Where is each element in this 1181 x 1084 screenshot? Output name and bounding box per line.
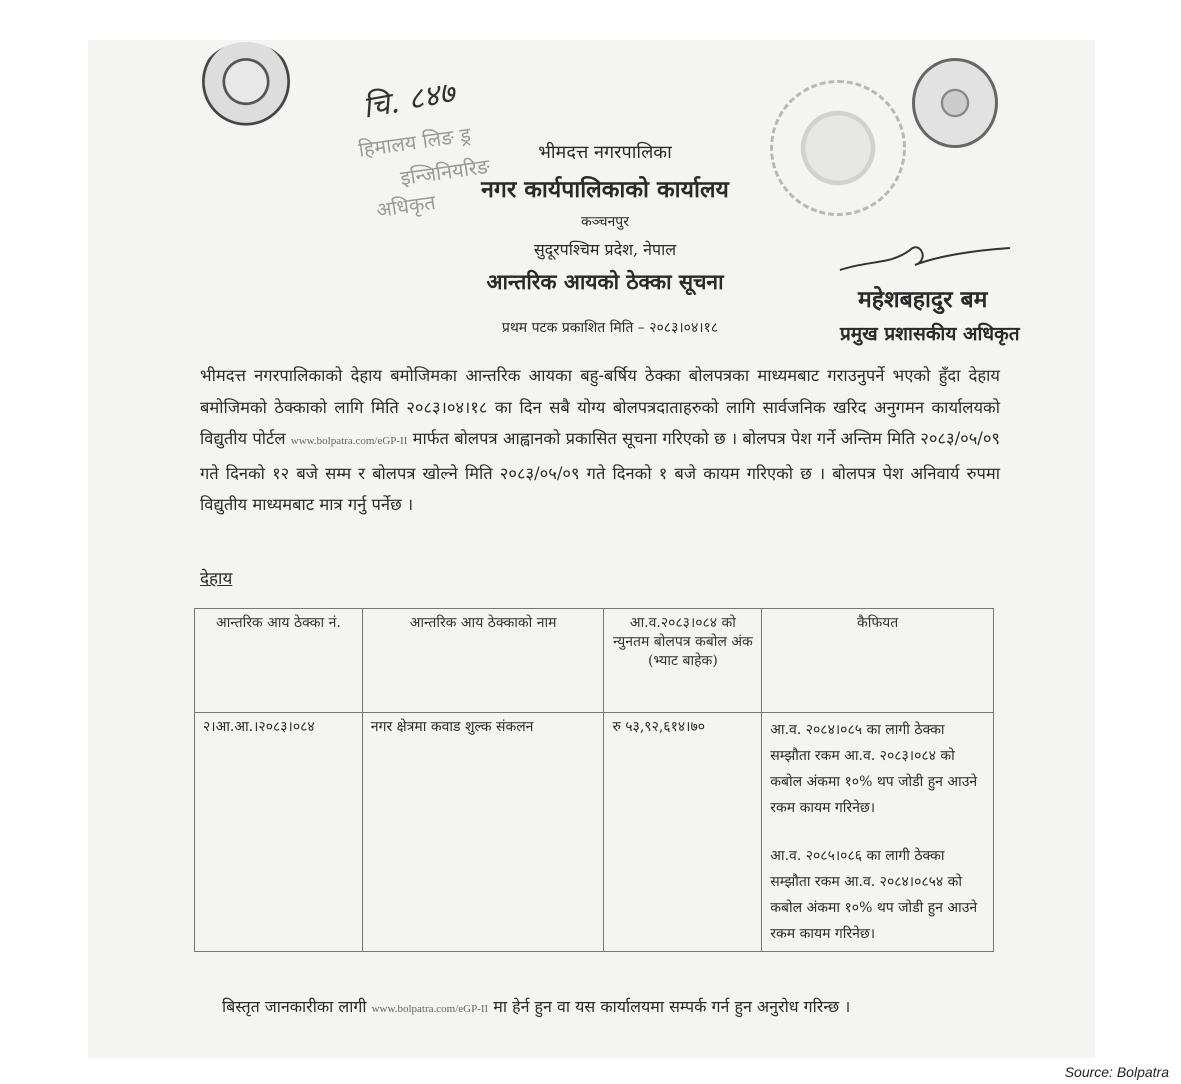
contract-number: २।आ.आ.।२०८३।०८४ <box>195 713 363 952</box>
footer-url: www.bolpatra.com/eGP-II <box>371 1003 489 1015</box>
footer-note <box>222 995 850 1017</box>
office-seal-stamp <box>770 80 906 216</box>
notice-body <box>200 360 1000 521</box>
body-text-part-a: भीमदत्त नगरपालिकाको देहाय बमोजिमका आन्तरिक आयका बहु-बर्षिय ठेक्का बोलपत्रका माध्यमबाट गराउनुपर्ने भएको हुँदा देहाय बमोजिमको ठेक्काको लागि मिति २०८३।०४।१८ का दिन सबै योग्य बोलपत्रदाताहरुको लागि सार्वजनिक खरिद अनुगमन कार्यालयको विद्युतीय पोर्टल <box>200 366 1000 448</box>
contract-remarks <box>762 713 994 952</box>
table-header-cell: कैफियत <box>762 609 994 713</box>
source-credit: Source: Bolpatra <box>1064 1064 1169 1080</box>
body-text-part-b: मार्फत बोलपत्र आह्वानको प्रकासित सूचना गरिएको छ । बोलपत्र पेश गर्ने अन्तिम मिति २०८३/०५/०९ गते दिनको १२ बजे सम्म र बोलपत्र खोल्ने मिति २०८३/०५/०९ गते दिनको १ बजे कायम गरिएको छ । बोलपत्र पेश अनिवार्य रुपमा विद्युतीय माध्यमबाट मात्र गर्नु पर्नेछ । <box>200 429 1001 514</box>
table-header-row <box>195 609 994 713</box>
stamp-text-line-1: हिमालय लिङ ड्र <box>356 122 473 162</box>
municipality-name: भीमदत्त नगरपालिका <box>538 142 672 163</box>
table-header-cell: आन्तरिक आय ठेक्काको नाम <box>362 609 604 713</box>
stamp-text-line-2: इन्जिनियरिङ <box>398 153 492 191</box>
table-row <box>195 713 994 952</box>
signatory-name: महेशबहादुर बम <box>858 286 988 313</box>
notice-title: आन्तरिक आयको ठेक्का सूचना <box>486 269 724 294</box>
signatory-title: प्रमुख प्रशासकीय अधिकृत <box>840 323 1020 345</box>
contract-table <box>194 608 994 952</box>
table-header-cell: आ.व.२०८३।०८४ को न्युनतम बोलपत्र कबोल अंक (भ्याट बाहेक) <box>604 609 762 713</box>
signature <box>830 230 1020 290</box>
stamp-text-line-3: अधिकृत <box>374 189 437 223</box>
province-name: सुदूरपश्चिम प्रदेश, नेपाल <box>533 240 677 259</box>
footer-text-a: बिस्तृत जानकारीका लागी <box>222 997 367 1016</box>
remark-1: आ.व. २०८४।०८५ का लागी ठेक्का सम्झौता रकम आ.व. २०८३।०८४ को कबोल अंकमा १०% थप जोडी हुन आउने रकम कायम गरिनेछ। <box>770 722 978 816</box>
section-label: देहाय <box>200 569 233 589</box>
contract-amount: रु ५३,९२,६१४।७० <box>604 713 762 952</box>
office-name: नगर कार्यपालिकाको कार्यालय <box>481 176 729 203</box>
nepal-emblem-logo <box>198 42 294 130</box>
footer-text-b: मा हेर्न हुन वा यस कार्यालयमा सम्पर्क गर्न हुन अनुरोध गरिन्छ । <box>493 997 851 1016</box>
portal-url: www.bolpatra.com/eGP-II <box>290 435 408 447</box>
handwritten-ref: चि. ८४७ <box>360 75 458 126</box>
municipality-logo <box>912 58 998 148</box>
contract-name: नगर क्षेत्रमा कवाड शुल्क संकलन <box>362 713 604 952</box>
remark-2: आ.व. २०८५।०८६ का लागी ठेक्का सम्झौता रकम आ.व. २०८४।०८५४ को कबोल अंकमा १०% थप जोडी हुन आउने रकम कायम गरिनेछ। <box>770 848 978 942</box>
table-header-cell: आन्तरिक आय ठेक्का नं. <box>195 609 363 713</box>
published-date: प्रथम पटक प्रकाशित मिति – २०८३।०४।१८ <box>501 320 719 336</box>
district-name: कञ्चनपुर <box>581 214 629 230</box>
